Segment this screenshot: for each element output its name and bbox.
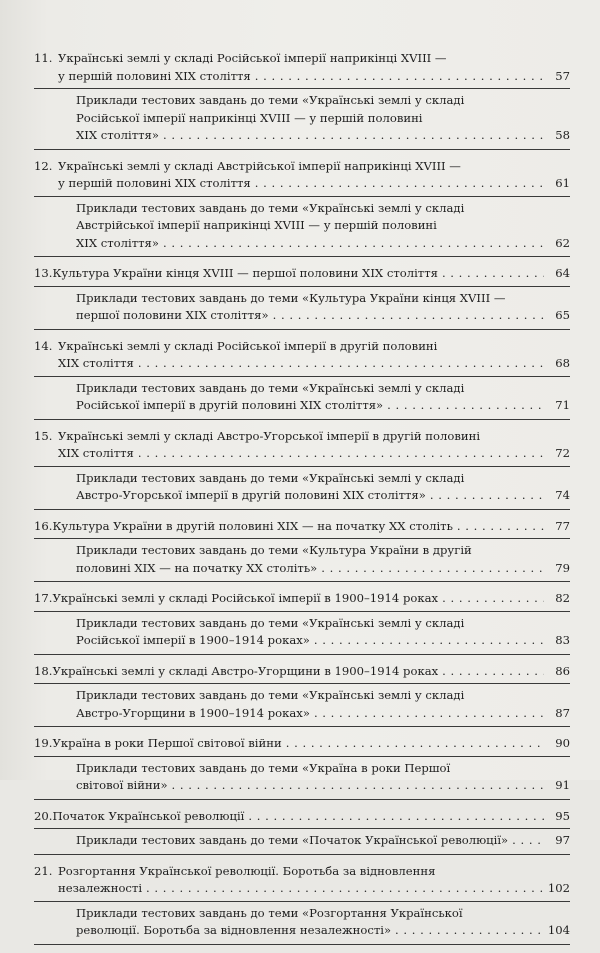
leader-dots [512, 832, 544, 850]
chapter-title-line: XIX століття [58, 446, 134, 460]
test-title-line: Приклади тестових завдань до теми «Українські землі у складі [76, 470, 465, 485]
toc-test-entry[interactable] [34, 683, 570, 722]
toc-test-entry[interactable] [34, 88, 570, 145]
toc-section [34, 158, 570, 258]
chapter-number: 19. [34, 736, 53, 750]
test-title-line: XIX століття» [76, 128, 159, 142]
chapter-title-line: Україна в роки Першої світової війни [52, 736, 282, 750]
leader-dots [442, 590, 544, 608]
leader-dots [248, 808, 544, 826]
toc-chapter-entry[interactable] [34, 735, 570, 753]
chapter-number: 17. [34, 591, 53, 605]
toc-section [34, 663, 570, 728]
leader-dots [314, 705, 544, 723]
leader-dots [314, 632, 544, 650]
test-title-line: Приклади тестових завдань до теми «Україна в роки Першої [76, 760, 451, 775]
toc-chapter-entry[interactable] [34, 428, 570, 463]
test-title-line: Приклади тестових завдань до теми «Українські землі у складі [76, 688, 465, 702]
leader-dots [255, 68, 544, 86]
toc-section [34, 518, 570, 583]
toc-test-entry[interactable] [34, 611, 570, 650]
page-number: 58 [555, 128, 570, 142]
test-title-line: світової війни» [76, 778, 168, 792]
chapter-number: 14. [34, 338, 53, 353]
leader-dots [138, 355, 544, 373]
toc-section [34, 50, 570, 150]
toc-test-entry[interactable] [34, 376, 570, 415]
toc-test-entry[interactable] [34, 756, 570, 795]
toc-chapter-entry[interactable] [34, 663, 570, 681]
chapter-title-line: Культура України кінця XVIII — першої половини XIX століття [52, 266, 438, 280]
table-of-contents [34, 50, 570, 953]
toc-test-entry[interactable] [34, 901, 570, 940]
test-title-line: половині XIX — на початку XX століть» [76, 560, 318, 575]
toc-test-entry[interactable] [34, 538, 570, 577]
toc-chapter-entry[interactable] [34, 863, 570, 898]
toc-section [34, 863, 570, 945]
page-number: 71 [555, 398, 570, 412]
test-title-line: Приклади тестових завдань до теми «Українські землі у складі [76, 200, 465, 215]
test-title-line: Австро-Угорської імперії в другій половині XIX століття» [76, 488, 426, 502]
chapter-title-line: Українські землі у складі Австрійської імперії наприкінці XVIII — [58, 158, 461, 173]
chapter-title-line: XIX століття [58, 356, 134, 370]
toc-chapter-entry[interactable] [34, 590, 570, 608]
toc-chapter-entry[interactable] [34, 518, 570, 536]
leader-dots [146, 880, 544, 898]
page-number: 104 [547, 923, 570, 937]
test-title-line: першої половини XIX століття» [76, 308, 269, 322]
page-number: 90 [555, 736, 570, 750]
leader-dots [430, 487, 544, 505]
toc-chapter-entry[interactable] [34, 158, 570, 193]
leader-dots [457, 518, 544, 536]
chapter-number: 21. [34, 863, 53, 878]
toc-section [34, 265, 570, 330]
page-number: 91 [555, 778, 570, 792]
toc-test-entry[interactable] [34, 828, 570, 850]
leader-dots [387, 397, 544, 415]
page-number: 74 [555, 488, 570, 502]
page-number: 68 [555, 356, 570, 370]
leader-dots [163, 235, 544, 253]
toc-chapter-entry[interactable] [34, 338, 570, 373]
chapter-title-line: Культура України в другій половині XIX — на початку XX століть [52, 518, 453, 533]
leader-dots [442, 265, 544, 283]
page-number: 83 [555, 633, 570, 647]
test-title-line: Австрійської імперії наприкінці XVIII — у першій половині [76, 218, 437, 232]
chapter-number: 18. [34, 663, 53, 678]
toc-chapter-entry[interactable] [34, 265, 570, 283]
chapter-number: 11. [34, 51, 53, 65]
test-title-line: Приклади тестових завдань до теми «Українські землі у складі [76, 380, 465, 395]
chapter-number: 16. [34, 518, 53, 533]
page-number: 86 [555, 663, 570, 678]
test-title-line: Російської імперії наприкінці XVIII — у першій половині [76, 110, 423, 125]
toc-test-entry[interactable] [34, 286, 570, 325]
chapter-number: 15. [34, 428, 53, 443]
chapter-title-line: Українські землі у складі Австро-Угорської імперії в другій половині [58, 428, 481, 443]
page-number: 97 [555, 833, 570, 847]
leader-dots [273, 307, 544, 325]
toc-chapter-entry[interactable] [34, 50, 570, 85]
leader-dots [163, 127, 544, 145]
page-number: 62 [555, 235, 570, 250]
leader-dots [395, 922, 544, 940]
chapter-title-line: Українські землі у складі Російської імперії наприкінці XVIII — [58, 51, 447, 65]
page-number: 102 [547, 881, 570, 895]
chapter-number: 20. [34, 808, 53, 823]
toc-section [34, 735, 570, 800]
page-number: 95 [555, 808, 570, 823]
test-title-line: Приклади тестових завдань до теми «Початок Української революції» [76, 833, 509, 847]
chapter-number: 13. [34, 266, 53, 280]
leader-dots [321, 560, 544, 578]
chapter-title-line: Українські землі у складі Російської імперії в другій половині [58, 338, 438, 353]
test-title-line: Російської імперії в другій половині XIX століття» [76, 398, 384, 412]
page-number: 82 [555, 591, 570, 605]
leader-dots [442, 663, 544, 681]
test-title-line: Російської імперії в 1900–1914 роках» [76, 633, 310, 647]
chapter-title-line: Українські землі у складі Австро-Угорщини в 1900–1914 роках [52, 663, 439, 678]
chapter-title-line: незалежності [58, 881, 143, 895]
toc-test-entry[interactable] [34, 196, 570, 253]
page-number: 61 [555, 176, 570, 190]
page-number: 87 [555, 705, 570, 720]
leader-dots [138, 445, 544, 463]
toc-section [34, 808, 570, 855]
toc-section [34, 590, 570, 655]
chapter-title-line: Розгортання Української революції. Боротьба за відновлення [58, 863, 436, 878]
test-title-line: Приклади тестових завдань до теми «Українські землі у складі [76, 615, 465, 630]
page-number: 57 [555, 68, 570, 83]
test-title-line: Приклади тестових завдань до теми «Українські землі у складі [76, 93, 465, 107]
chapter-number: 12. [34, 158, 53, 173]
chapter-title-line: Українські землі у складі Російської імперії в 1900–1914 роках [52, 591, 439, 605]
page-number: 65 [555, 308, 570, 322]
leader-dots [255, 175, 544, 193]
page-number: 72 [555, 446, 570, 460]
toc-section [34, 428, 570, 510]
test-title-line: Приклади тестових завдань до теми «Розгортання Української [76, 905, 463, 920]
toc-section [34, 338, 570, 420]
test-title-line: Приклади тестових завдань до теми «Культура України кінця XVIII — [76, 290, 506, 305]
test-title-line: Австро-Угорщини в 1900–1914 роках» [76, 705, 310, 720]
chapter-title-line: у першій половині XIX століття [58, 68, 251, 83]
chapter-title-line: Початок Української революції [52, 808, 245, 823]
leader-dots [286, 735, 544, 753]
page-number: 77 [555, 518, 570, 533]
page-number: 64 [555, 266, 570, 280]
chapter-title-line: у першій половині XIX століття [58, 176, 251, 190]
test-title-line: революції. Боротьба за відновлення незалежності» [76, 923, 392, 937]
toc-test-entry[interactable] [34, 466, 570, 505]
test-title-line: Приклади тестових завдань до теми «Культура України в другій [76, 543, 472, 557]
toc-chapter-entry[interactable] [34, 808, 570, 826]
test-title-line: XIX століття» [76, 235, 159, 250]
page-number: 79 [555, 560, 570, 575]
